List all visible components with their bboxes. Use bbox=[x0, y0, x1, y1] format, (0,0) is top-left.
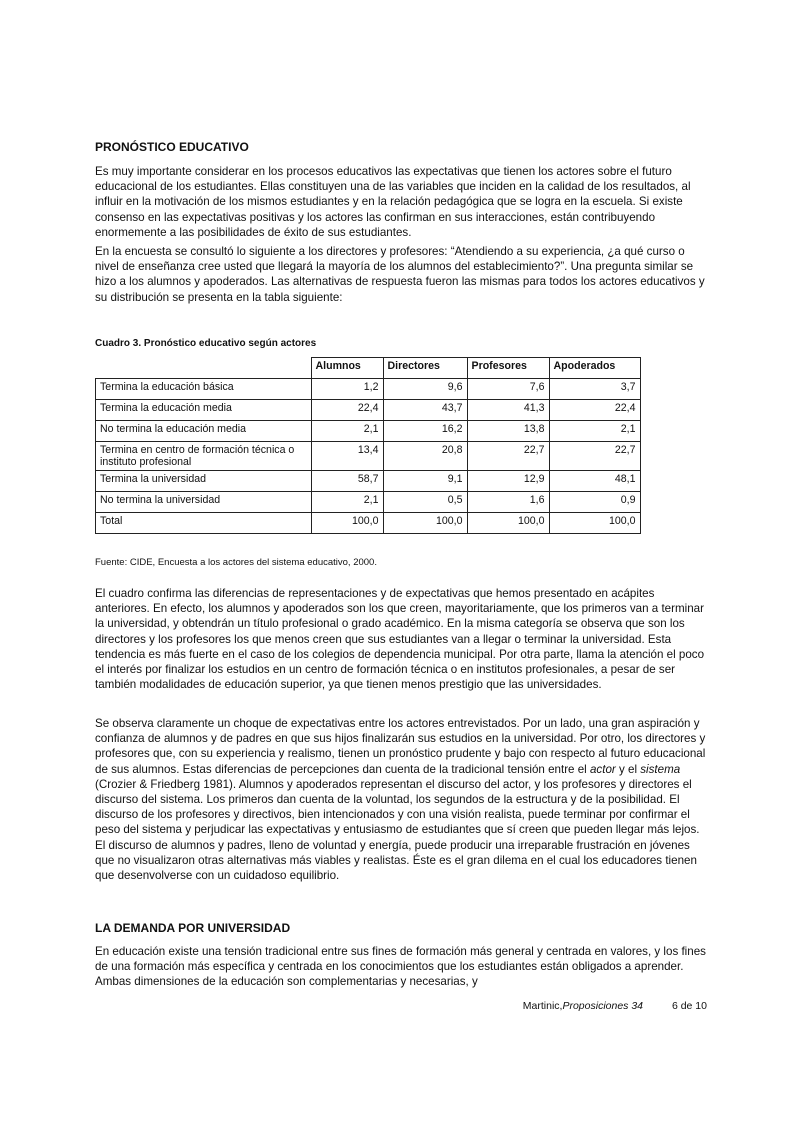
paragraph bbox=[95, 716, 707, 883]
table-cell: 1,6 bbox=[467, 492, 549, 513]
table-cell: 100,0 bbox=[383, 513, 467, 534]
row-label: Termina la educación media bbox=[96, 400, 312, 421]
table-row-total bbox=[96, 513, 641, 534]
table-cell: 0,5 bbox=[383, 492, 467, 513]
table-cell: 2,1 bbox=[311, 492, 383, 513]
table-cell: 22,4 bbox=[311, 400, 383, 421]
table-row bbox=[96, 442, 641, 471]
footer-journal: Proposiciones 34 bbox=[562, 1000, 644, 1012]
table-row bbox=[96, 421, 641, 442]
table-cell: 9,1 bbox=[383, 471, 467, 492]
table-row bbox=[96, 379, 641, 400]
table-header-row bbox=[96, 358, 641, 379]
paragraph: El cuadro confirma las diferencias de representaciones y de expectativas que hemos presentado en acápites anteriores. En efecto, los alumnos y apoderados son los que creen, mayoritariamente, que los primeros van a terminar la universidad, y obtendrán un título profesional o grado académico. En la misma categoría se observa que son los directores y los profesores los que menos creen que sus estudiantes van a llegar o terminar la universidad. Esta tendencia es más fuerte en el caso de los colegios de dependencia municipal. Por otra parte, llama la atención el poco el interés por finalizar los estudios en un centro de formación técnica o en institutos profesionales, a pesar de ser también modalidades de educación superior, ya que tienen menos prestigio que las universidades. bbox=[95, 587, 705, 692]
table-cell: 7,6 bbox=[467, 379, 549, 400]
table-cell: 100,0 bbox=[549, 513, 640, 534]
row-label: Termina la universidad bbox=[96, 471, 312, 492]
table-cell: 20,8 bbox=[383, 442, 467, 471]
table-cell: 100,0 bbox=[467, 513, 549, 534]
row-label: No termina la universidad bbox=[96, 492, 312, 513]
paragraph: En educación existe una tensión tradicional entre sus fines de formación más general y centrada en valores, y los fines de una formación más específica y centrada en los conocimientos que los estudiantes están obligados a aprender. Ambas dimensiones de la educación son complementarias y necesarias, y bbox=[95, 945, 706, 989]
row-label: Termina la educación básica bbox=[96, 379, 312, 400]
table-cell: 13,8 bbox=[467, 421, 549, 442]
table-source: Fuente: CIDE, Encuesta a los actores del sistema educativo, 2000. bbox=[95, 557, 377, 568]
table-cell: 43,7 bbox=[383, 400, 467, 421]
row-label: No termina la educación media bbox=[96, 421, 312, 442]
table-cell: 13,4 bbox=[311, 442, 383, 471]
row-label: Total bbox=[96, 513, 312, 534]
column-header: Apoderados bbox=[549, 358, 640, 379]
table-caption: Cuadro 3. Pronóstico educativo según actores bbox=[95, 338, 317, 349]
table-cell: 3,7 bbox=[549, 379, 640, 400]
table-cell: 1,2 bbox=[311, 379, 383, 400]
table-cell: 41,3 bbox=[467, 400, 549, 421]
emphasis: actor bbox=[589, 762, 616, 776]
paragraph: Es muy importante considerar en los procesos educativos las expectativas que tienen los actores sobre el futuro educacional de los estudiantes. Ellas constituyen una de las variables que inciden en la calidad de los resultados, al influir en la motivación de los mismos estudiantes y en la relación pedagógica que se logra en la escuela. Si existe consenso en las expectativas positivas y los actores las confirman en sus interacciones, están contribuyendo enormemente a las posibilidades de éxito de sus estudiantes. bbox=[95, 165, 691, 239]
paragraph: En la encuesta se consultó lo siguiente a los directores y profesores: “Atendiendo a su experiencia, ¿a qué curso o nivel de enseñanza cree usted que llegará la mayoría de los alumnos del establecimiento?”. Una pregunta similar se hizo a los alumnos y apoderados. Las alternativas de respuesta fueron las mismas para todos los actores educativos y su distribución se presenta en la tabla siguiente: bbox=[95, 245, 705, 304]
section-heading: PRONÓSTICO EDUCATIVO bbox=[95, 140, 249, 154]
section-heading: LA DEMANDA POR UNIVERSIDAD bbox=[95, 921, 291, 935]
table-row bbox=[96, 400, 641, 421]
table-cell: 9,6 bbox=[383, 379, 467, 400]
emphasis: sistema bbox=[640, 762, 681, 776]
table-cell: 48,1 bbox=[549, 471, 640, 492]
table-cell: 58,7 bbox=[311, 471, 383, 492]
table-cell: 2,1 bbox=[549, 421, 640, 442]
table-cell: 100,0 bbox=[311, 513, 383, 534]
data-table bbox=[95, 357, 641, 534]
row-label: Termina en centro de formación técnica o instituto profesional bbox=[96, 442, 312, 471]
table-row bbox=[96, 471, 641, 492]
table-cell: 22,7 bbox=[549, 442, 640, 471]
column-header: Directores bbox=[383, 358, 467, 379]
page-footer bbox=[523, 1000, 707, 1012]
text-run: (Crozier & Friedberg 1981). Alumnos y apoderados representan el discurso del actor, y los profesores y directores el discurso del sistema. Los primeros dan cuenta de la voluntad, los segundos de la estructura y de la posibilidad. El discurso de los profesores y directivos, bien intencionados y con una visión realista, puede terminar por confirmar el peso del sistema y perjudicar las expectativas y entusiasmo de estudiantes que sí creen que pueden llegar más lejos. El discurso de alumnos y padres, lleno de voluntad y energía, puede producir una irreparable frustración en jóvenes que no visualizaron otras alternativas más viables y realistas. Éste es el gran dilema en el cual los educadores tienen que desenvolverse con un cuidadoso equilibrio. bbox=[95, 777, 700, 883]
table-cell: 2,1 bbox=[311, 421, 383, 442]
column-header: Alumnos bbox=[311, 358, 383, 379]
text-run: y el bbox=[615, 762, 641, 776]
text-run: Se observa claramente un choque de expectativas entre los actores entrevistados. Por un lado, una gran aspiración y confianza de alumnos y de padres en que sus hijos finalizarán sus estudios en la universidad. Por otro, los directores y profesores que, con su experiencia y realismo, tienen un pronóstico prudente y bajo con respecto al futuro educacional de sus alumnos. Estas diferencias de percepciones dan cuenta de la tradicional tensión entre el bbox=[95, 717, 706, 776]
table-cell: 16,2 bbox=[383, 421, 467, 442]
footer-author: Martinic, bbox=[522, 1000, 563, 1012]
table-corner bbox=[96, 358, 312, 379]
table-cell: 22,7 bbox=[467, 442, 549, 471]
page-number: 6 de 10 bbox=[671, 1000, 707, 1012]
table-cell: 0,9 bbox=[549, 492, 640, 513]
table-cell: 22,4 bbox=[549, 400, 640, 421]
table-cell: 12,9 bbox=[467, 471, 549, 492]
column-header: Profesores bbox=[467, 358, 549, 379]
table-row bbox=[96, 492, 641, 513]
